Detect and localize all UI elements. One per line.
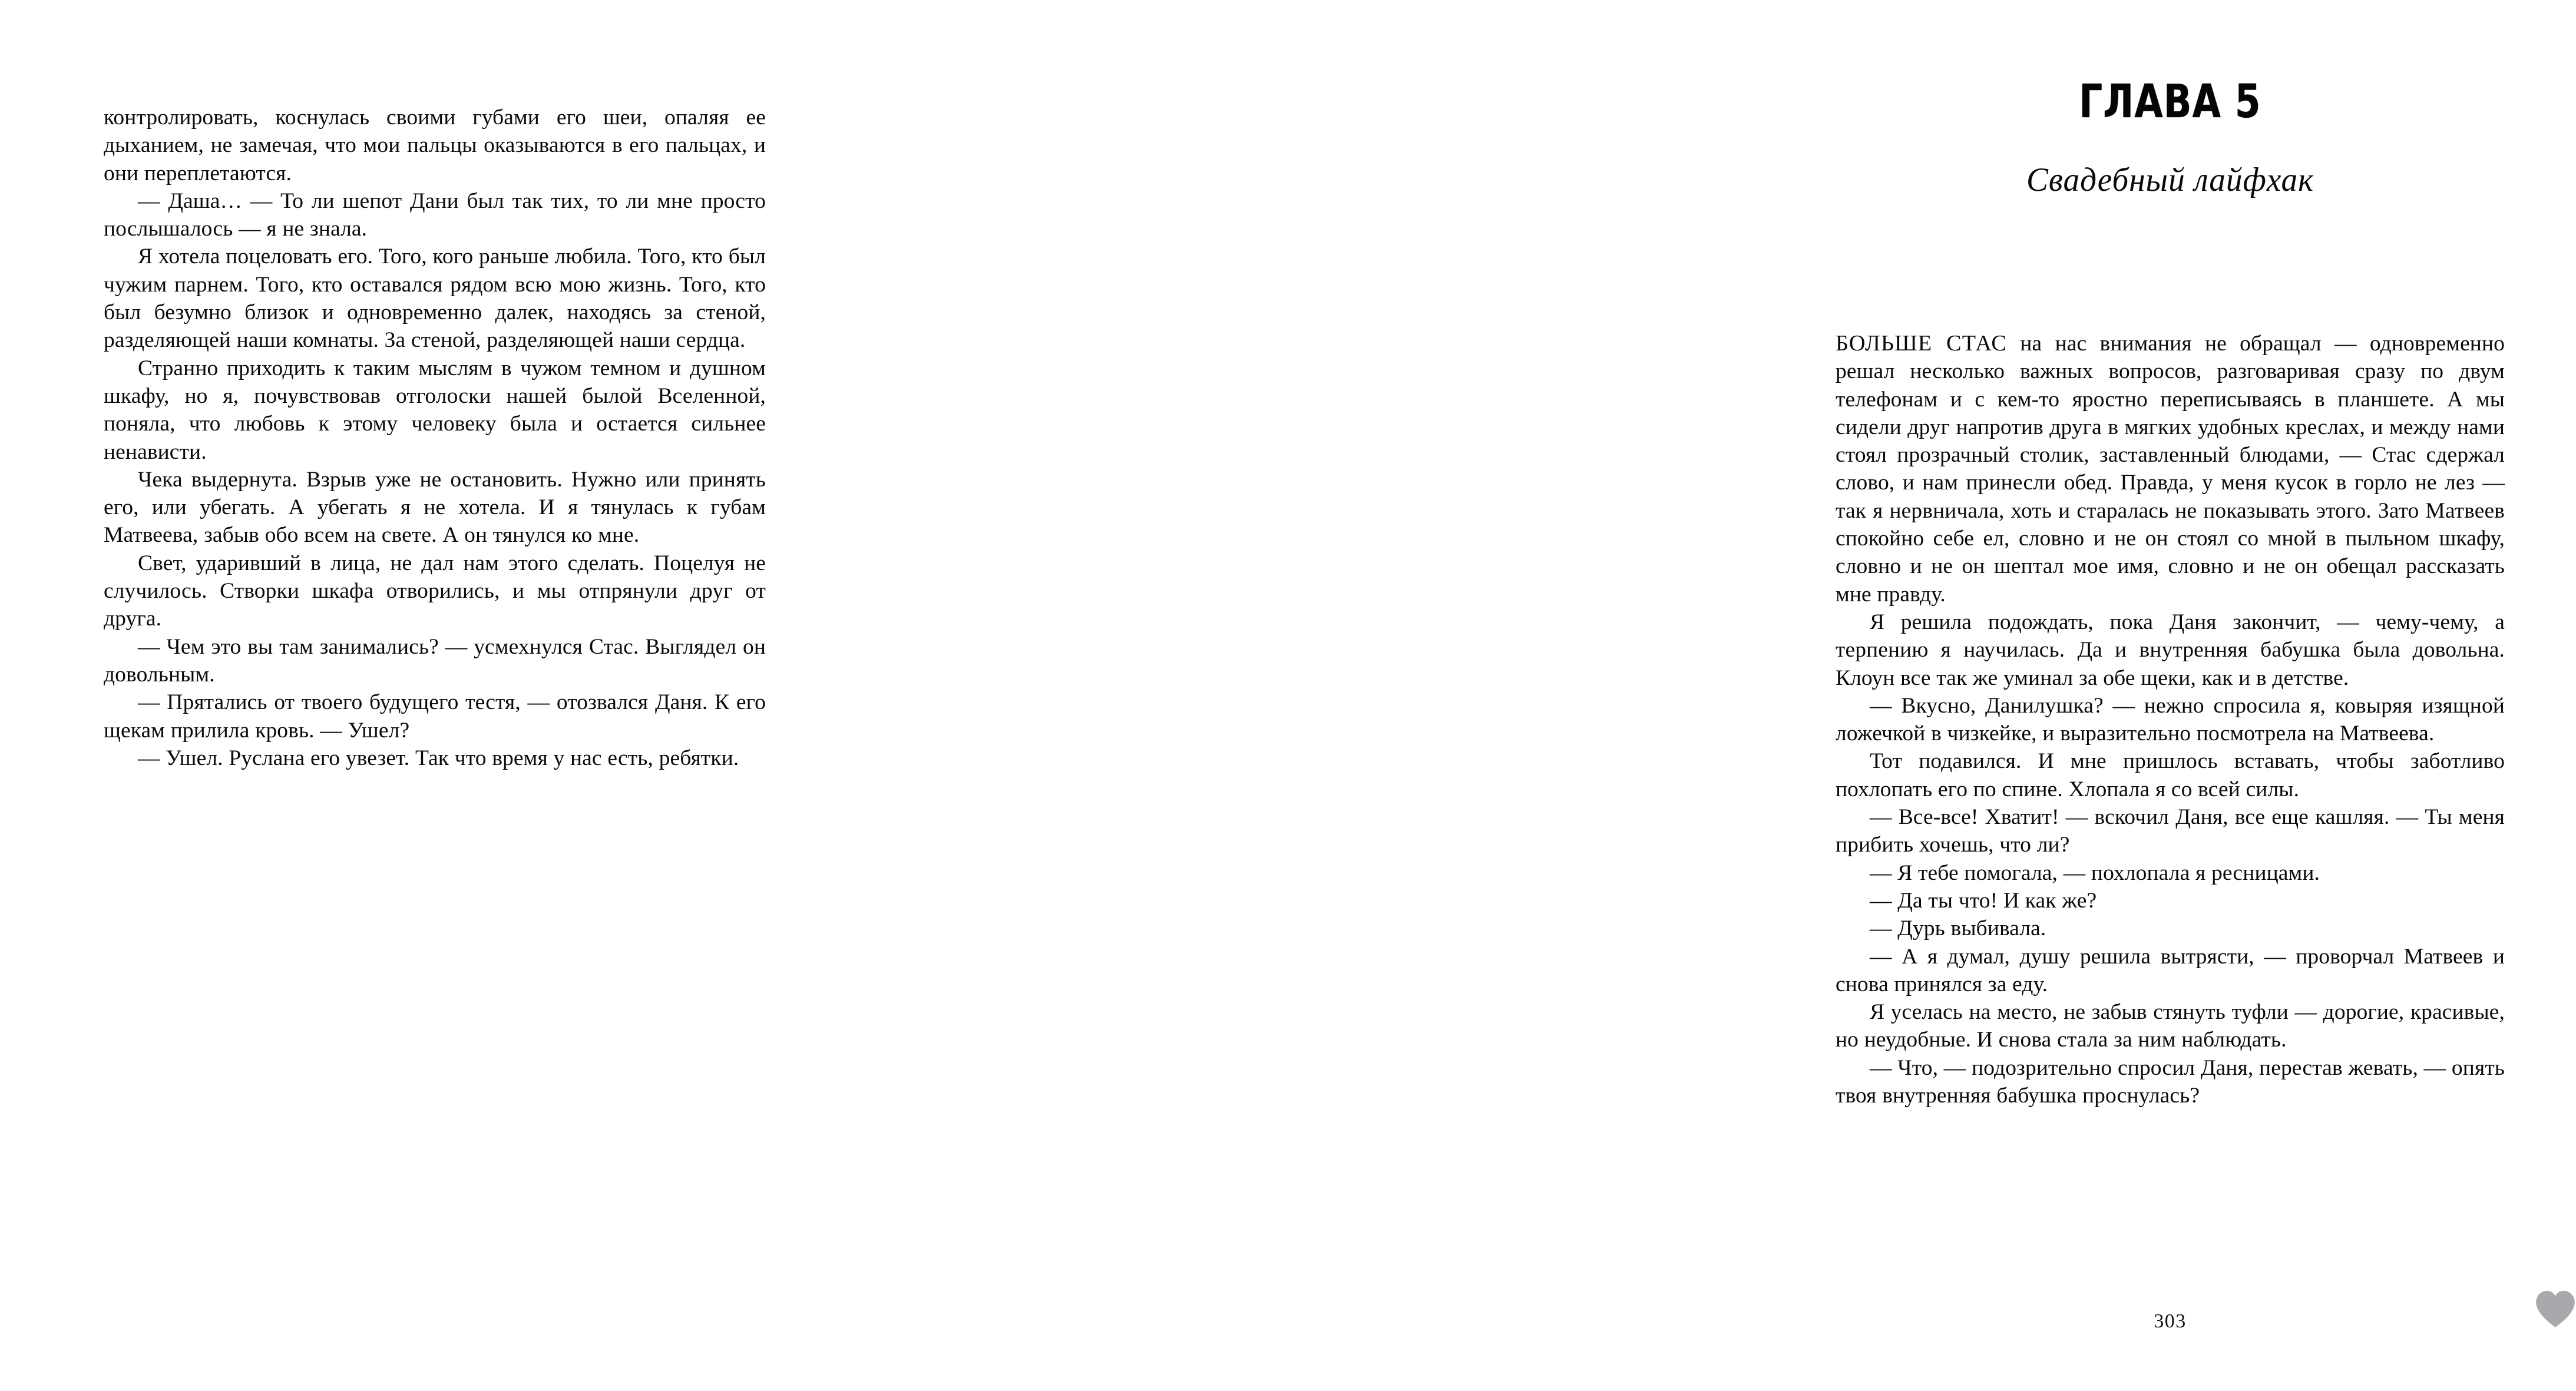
heart-icon — [2535, 1290, 2576, 1329]
chapter-opening-paragraph — [1836, 330, 2505, 608]
paragraph: — А я думал, душу решила вытрясти, — проворчал Матвеев и снова принялся за еду. — [1836, 944, 2505, 996]
paragraph: Я хотела поцеловать его. Того, кого раньше любила. Того, кто был чужим парнем. Того, кто оставался рядом всю мою жизнь. Того, кто был безумно близок и одновременно далек, находясь за стеной, разделяющей наши комнаты. За стеной, разделяющей наши сердца. — [104, 244, 766, 353]
opening-paragraph-rest: на нас внимания не обращал — одновременно решал несколько важных вопросов, разговаривая сразу по двум телефонам и с кем-то яростно переписываясь в планшете. А мы сидели друг напротив друга в мягких удобных креслах, и между нами стоял прозрачный столик, заставленный блюдами, — Стас сдержал слово, и нам принесли обед. Правда, у меня кусок в горло не лез — так я нервничала, хоть и старалась не показывать этого. Зато Матвеев спокойно себе ел, словно и не он стоял со мной в пыльном шкафу, словно и не он шептал мое имя, словно и не он обещал рассказать мне правду. — [1836, 332, 2505, 607]
paragraph: — Чем это вы там занимались? — усмехнулся Стас. Выглядел он довольным. — [104, 634, 766, 687]
paragraph: Я решила подождать, пока Даня закончит, — чему-чему, а терпению я научилась. Да и внутренняя бабушка была довольна. Клоун все так же уминал за обе щеки, как и в детстве. — [1836, 610, 2505, 690]
paragraph: контролировать, коснулась своими губами его шеи, опаляя ее дыханием, не замечая, что мои пальцы оказываются в его пальцах, и они переплетаются. — [104, 105, 766, 186]
page-number: 303 — [2154, 1310, 2187, 1332]
paragraph: — Дурь выбивала. — [1870, 916, 2046, 941]
opening-small-caps: БОЛЬШЕ СТАС — [1836, 331, 2008, 356]
paragraph: Странно приходить к таким мыслям в чужом темном и душном шкафу, но я, почувствовав отголоски нашей былой Вселенной, поняла, что любовь к этому человеку была и остается сильнее ненависти. — [104, 356, 766, 464]
paragraph: — Все-все! Хватит! — вскочил Даня, все еще кашляя. — Ты меня прибить хочешь, что ли? — [1836, 805, 2505, 857]
paragraph: — Я тебе помогала, — похлопала я ресницами. — [1870, 860, 2320, 885]
paragraph: — Вкусно, Данилушка? — нежно спросила я, ковыряя изящной ложечкой в чизкейке, и выразительно посмотрела на Матвеева. — [1836, 693, 2505, 746]
right-page-body-text — [1836, 330, 2505, 1110]
chapter-heading — [1836, 77, 2505, 200]
paragraph: Тот подавился. И мне пришлось вставать, чтобы заботливо похлопать его по спине. Хлопала я со всей силы. — [1836, 749, 2505, 802]
paragraph: — Даша… — То ли шепот Дани был так тих, то ли мне просто послышалось — я не знала. — [104, 188, 766, 241]
chapter-subtitle: Свадебный лайфхак — [2026, 161, 2314, 198]
paragraph: Чека выдернута. Взрыв уже не остановить. Нужно или принять его, или убегать. А убегать я не хотела. И я тянулась к губам Матвеева, забыв обо всем на свете. А он тянулся ко мне. — [104, 467, 766, 548]
left-page — [0, 0, 869, 1391]
paragraph: — Ушел. Руслана его увезет. Так что время у нас есть, ребятки. — [138, 746, 739, 770]
paragraph: — Да ты что! И как же? — [1870, 888, 2097, 913]
paragraph: Свет, ударивший в лица, не дал нам этого сделать. Поцелуя не случилось. Створки шкафа отворились, и мы отпрянули друг от друга. — [104, 551, 766, 631]
right-page — [869, 0, 2505, 1391]
chapter-number-title: ГЛАВА 5 — [2079, 75, 2261, 128]
paragraph: Я уселась на место, не забыв стянуть туфли — дорогие, красивые, но неудобные. И снова стала за ним наблюдать. — [1836, 1000, 2505, 1052]
paragraph: — Прятались от твоего будущего тестя, — отозвался Даня. К его щекам прилила кровь. — Ушел? — [104, 690, 766, 743]
left-page-body-text — [104, 104, 766, 772]
paragraph: — Что, — подозрительно спросил Даня, перестав жевать, — опять твоя внутренняя бабушка проснулась? — [1836, 1055, 2505, 1108]
